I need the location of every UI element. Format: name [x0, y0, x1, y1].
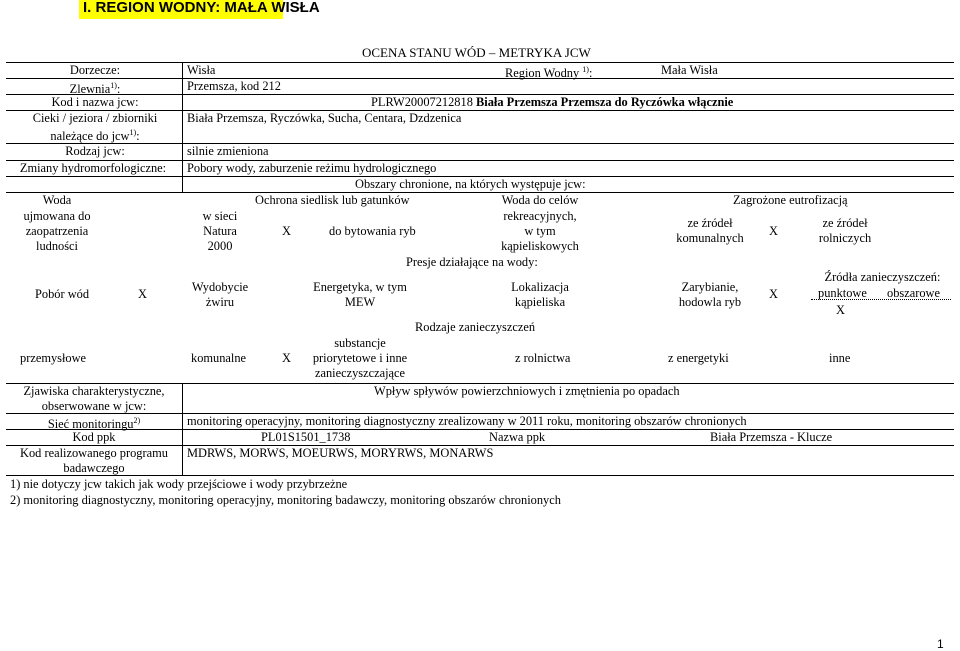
grid-line — [182, 62, 183, 192]
komunalnych-label-2: komunalnych — [676, 231, 744, 245]
region-header: I. REGION WODNY: MAŁA WISŁA — [79, 0, 283, 19]
rekr-label-3: w tym — [524, 224, 556, 238]
kod-ppk-value: PL01S1501_1738 — [261, 430, 351, 444]
grid-line — [6, 475, 954, 476]
ochrona-header: Ochrona siedlisk lub gatunków — [255, 193, 410, 207]
siec-value: monitoring operacyjny, monitoring diagnostyczny zrealizowany w 2011 roku, monitoring obszarów chronionych — [187, 414, 747, 428]
rolniczych-label-2: rolniczych — [818, 231, 872, 245]
region-label: Region Wodny $^{1)}$: — [505, 65, 593, 81]
rekr-label-2: rekreacyjnych, — [503, 209, 577, 223]
lokalizacja-label-1: Lokalizacja — [511, 280, 569, 294]
eutro-x-mark: X — [769, 224, 778, 238]
footnote-2: 2) monitoring diagnostyczny, monitoring operacyjny, monitoring badawczy, monitoring obszarów chronionych — [10, 493, 561, 507]
woda-label-1: Woda — [42, 193, 72, 207]
zmiany-value: Pobory wody, zaburzenie reżimu hydrologicznego — [187, 161, 437, 175]
energetyka-label-2: MEW — [344, 295, 376, 309]
cieki-label-2: należące do jcw$^{1)}$: — [50, 128, 140, 144]
przemyslowe-label: przemysłowe — [20, 351, 87, 365]
program-label-2: badawczego — [63, 461, 125, 475]
zrodla-x-mark: X — [836, 303, 845, 317]
kod-jcw-label: Kod i nazwa jcw: — [51, 95, 139, 109]
natura-x-mark: X — [282, 224, 291, 238]
siec-label: Sieć monitoringu$^{2)}$ — [47, 416, 141, 432]
presje-title: Presje działające na wody: — [406, 255, 538, 269]
zjawiska-value: Wpływ spływów powierzchniowych i zmętnienia po opadach — [374, 384, 680, 398]
woda-label-2: ujmowana do — [23, 209, 91, 223]
zlewnia-value: Przemsza, kod 212 — [187, 79, 281, 93]
cieki-value: Biała Przemsza, Ryczówka, Sucha, Centara, Dzdzenica — [187, 111, 462, 125]
obszarowe-label: obszarowe — [887, 286, 940, 300]
bytowania-label: do bytowania ryb — [329, 224, 416, 238]
rodzaj-label: Rodzaj jcw: — [65, 144, 125, 158]
nazwa-ppk-label: Nazwa ppk — [489, 430, 546, 444]
grid-line — [182, 383, 183, 475]
nazwa-ppk-value: Biała Przemsza - Klucze — [710, 430, 833, 444]
kod-jcw-value: PLRW20007212818 Biała Przemsza Przemsza do Ryczówka włącznie — [371, 95, 734, 109]
dorzecze-value: Wisła — [187, 63, 216, 77]
dorzecze-label: Dorzecze: — [69, 63, 121, 77]
zagrozone-header: Zagrożone eutrofizacją — [733, 193, 848, 207]
natura-label-2: Natura — [203, 224, 237, 238]
inne-label: inne — [829, 351, 851, 365]
substancje-label-1: substancje — [334, 336, 386, 350]
pobor-label: Pobór wód — [35, 287, 90, 301]
natura-label-1: w sieci — [202, 209, 238, 223]
rolnictwa-label: z rolnictwa — [515, 351, 571, 365]
cieki-label-1: Cieki / jeziora / zbiorniki — [32, 111, 158, 125]
woda-label-4: ludności — [36, 239, 78, 253]
program-value: MDRWS, MORWS, MOEURWS, MORYRWS, MONARWS — [187, 446, 494, 460]
footnote-1: 1) nie dotyczy jcw takich jak wody przejściowe i wody przybrzeżne — [10, 477, 348, 491]
zarybianie-x-mark: X — [769, 287, 778, 301]
substancje-label-3: zanieczyszczające — [314, 366, 406, 380]
energetyka-label-1: Energetyka, w tym — [313, 280, 407, 294]
zjawiska-label-2: obserwowane w jcw: — [41, 399, 147, 413]
page-number: 1 — [937, 637, 944, 651]
komunalne-x-mark: X — [282, 351, 291, 365]
zarybianie-label-2: hodowla ryb — [678, 295, 742, 309]
punktowe-label: punktowe — [818, 286, 867, 300]
rekr-label-4: kąpieliskowych — [501, 239, 579, 253]
card-title: OCENA STANU WÓD – METRYKA JCW — [362, 45, 591, 60]
rodzaj-value: silnie zmieniona — [187, 144, 269, 158]
komunalne-label: komunalne — [191, 351, 247, 365]
energetyki-label: z energetyki — [668, 351, 729, 365]
wydobycie-label-1: Wydobycie — [191, 280, 249, 294]
region-value: Mała Wisła — [661, 63, 718, 77]
kod-ppk-label: Kod ppk — [72, 430, 116, 444]
substancje-label-2: priorytetowe i inne — [312, 351, 408, 365]
obszary-title: Obszary chronione, na których występuje jcw: — [355, 177, 586, 191]
zarybianie-label-1: Zarybianie, — [681, 280, 739, 294]
pobor-x-mark: X — [138, 287, 147, 301]
natura-label-3: 2000 — [207, 239, 233, 253]
zmiany-label: Zmiany hydromorfologiczne: — [19, 161, 167, 175]
zlewnia-label: Zlewnia$^{1)}$: — [69, 81, 121, 97]
wydobycie-label-2: żwiru — [205, 295, 235, 309]
zjawiska-label-1: Zjawiska charakterystyczne, — [23, 384, 165, 398]
komunalnych-label-1: ze źródeł — [687, 216, 733, 230]
zrodla-label: Źródła zanieczyszczeń: — [824, 270, 941, 284]
rodzaje-title: Rodzaje zanieczyszczeń — [415, 320, 536, 334]
woda-label-3: zaopatrzenia — [25, 224, 89, 238]
program-label-1: Kod realizowanego programu — [20, 446, 168, 460]
rolniczych-label-1: ze źródeł — [822, 216, 868, 230]
lokalizacja-label-2: kąpieliska — [514, 295, 566, 309]
rekr-label-1: Woda do celów — [501, 193, 579, 207]
